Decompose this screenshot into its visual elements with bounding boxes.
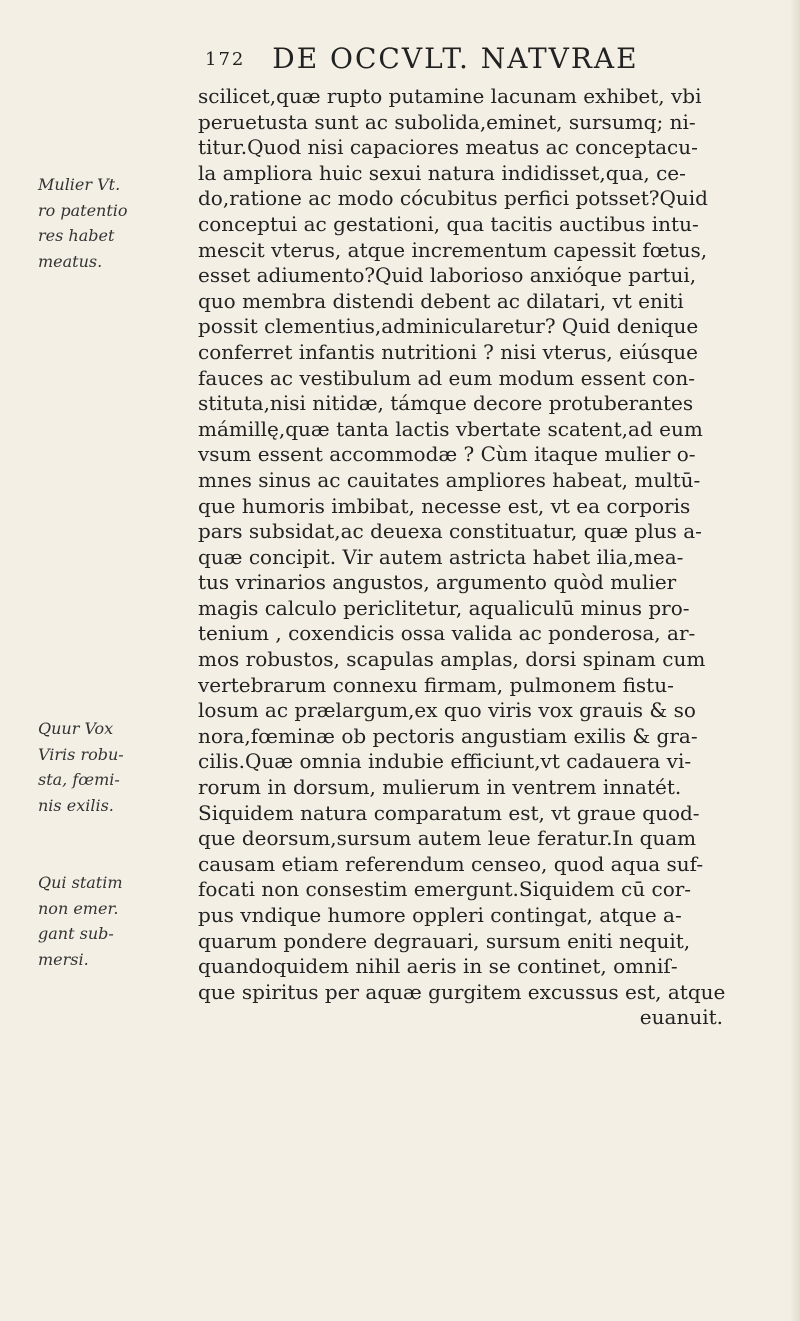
text-line: Siquidem natura comparatum est, vt graue quod- xyxy=(198,800,700,825)
text-line: que deorsum,sursum autem leue feratur.In quam xyxy=(198,826,697,851)
marginal-line: Quur Vox xyxy=(38,719,114,738)
text-line: vsum essent accommodæ ? Cùm itaque mulier o- xyxy=(198,442,696,467)
text-line: stituta,nisi nitidæ, támque decore protuberantes xyxy=(198,391,694,416)
text-line: la ampliora huic sexui natura indidisset,qua, ce- xyxy=(198,160,686,185)
text-line: conferret infantis nutritioni ? nisi vterus, eiúsque xyxy=(198,339,698,364)
marginal-line: non emer. xyxy=(38,898,119,918)
text-line: que spiritus per aquæ gurgitem excussus est, atque xyxy=(198,979,726,1004)
text-line: que humoris imbibat, necesse est, vt ea corporis xyxy=(198,493,691,518)
text-line: fauces ac vestibulum ad eum modum essent con- xyxy=(198,365,695,390)
page-number: 172 xyxy=(205,49,246,70)
text-line: quo membra distendi debent ac dilatari, vt eniti xyxy=(198,288,684,313)
text-line: cilis.Quæ omnia indubie efficiunt,vt cadauera vi- xyxy=(198,749,692,774)
marginal-line: Viris robu- xyxy=(38,744,124,764)
marginal-line: gant sub- xyxy=(38,924,114,944)
text-line: mescit vterus, atque incrementum capessit fœtus, xyxy=(198,237,708,262)
text-line: conceptui ac gestationi, qua tacitis auctibus intu- xyxy=(198,211,699,236)
text-line: peruetusta sunt ac subolida,eminet, sursumq; ni- xyxy=(198,109,696,134)
page-edge xyxy=(790,0,800,1321)
text-line: pus vndique humore oppleri contingat, atque a- xyxy=(198,903,682,927)
text-line: quandoquidem nihil aeris in se continet, omniſ- xyxy=(198,954,678,979)
text-line: do,ratione ac modo cócubitus perfici potsset?Quid xyxy=(198,186,708,211)
running-header xyxy=(205,42,745,78)
text-line: mámillę,quæ tanta lactis vbertate scatent,ad eum xyxy=(198,416,703,441)
text-line: rorum in dorsum, mulierum in ventrem innatét. xyxy=(198,775,682,800)
marginal-line: meatus. xyxy=(38,251,103,271)
marginal-note-mulier xyxy=(38,172,198,274)
text-line: tus vrinarios angustos, argumento quòd mulier xyxy=(198,570,677,595)
marginal-line: ro patentio xyxy=(38,200,128,220)
text-line: mnes sinus ac cauitates ampliores habeat, multū- xyxy=(198,467,701,492)
text-line: pars subsidat,ac deuexa constituatur, quæ plus a- xyxy=(198,519,702,544)
text-line: vertebrarum connexu firmam, pulmonem fistu- xyxy=(198,672,674,697)
text-line: scilicet,quæ rupto putamine lacunam exhibet, vbi xyxy=(198,84,702,108)
marginal-line: Mulier Vt. xyxy=(38,175,121,194)
text-line: quarum pondere degrauari, sursum eniti nequit, xyxy=(198,928,691,953)
text-line: magis calculo periclitetur, aqualiculū minus pro- xyxy=(198,595,690,620)
text-line: nora,fœminæ ob pectoris angustiam exilis & gra- xyxy=(198,723,698,748)
marginal-line: res habet xyxy=(38,226,115,246)
text-line: titur.Quod nisi capaciores meatus ac conceptacu- xyxy=(198,135,698,160)
running-title: DE OCCVLT. NATVRAE xyxy=(272,42,639,75)
body-text xyxy=(198,84,758,1031)
text-line: losum ac prælargum,ex quo viris vox grauis & so xyxy=(198,698,696,723)
marginal-note-vox xyxy=(38,716,198,818)
text-line: mos robustos, scapulas amplas, dorsi spinam cum xyxy=(198,647,706,672)
marginal-line: nis exilis. xyxy=(38,795,114,815)
marginal-note-suffocati xyxy=(38,870,198,972)
text-line: quæ concipit. Vir autem astricta habet ilia,mea- xyxy=(198,544,684,569)
text-line: esset adiumento?Quid laborioso anxióque partui, xyxy=(198,263,697,288)
text-line: causam etiam referendum censeo, quod aqua suf- xyxy=(198,851,704,876)
text-line: possit clementius,adminicularetur? Quid denique xyxy=(198,314,699,339)
marginal-line: mersi. xyxy=(38,949,89,969)
marginal-line: sta, fœmi- xyxy=(38,770,120,790)
marginal-line: Qui statim xyxy=(38,873,123,892)
text-line: euanuit. xyxy=(639,1005,723,1030)
text-line: tenium , coxendicis ossa valida ac ponderosa, ar- xyxy=(198,621,696,646)
text-line: focati non consestim emergunt.Siquidem cū cor- xyxy=(198,877,692,902)
